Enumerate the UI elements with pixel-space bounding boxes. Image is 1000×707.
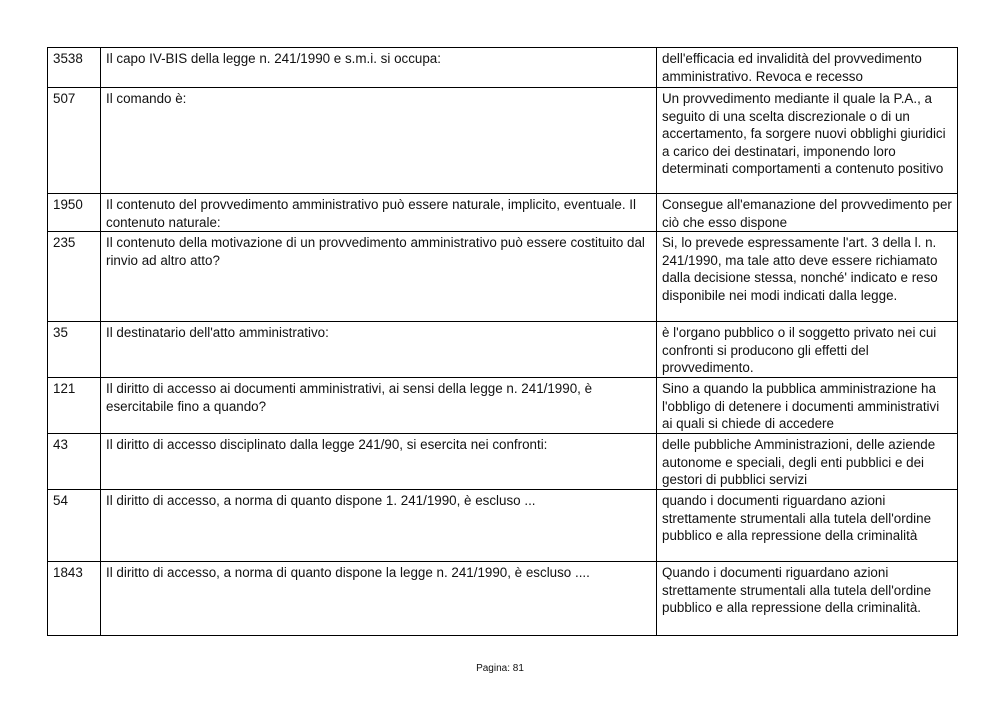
table-row: [48, 194, 958, 232]
question-text: Il diritto di accesso disciplinato dalla legge 241/90, si esercita nei confronti:: [101, 434, 657, 490]
answer-text: delle pubbliche Amministrazioni, delle aziende autonome e speciali, degli enti pubblici e dei gestori di pubblici servizi: [657, 434, 958, 490]
question-id: 35: [48, 322, 101, 378]
answer-text: Un provvedimento mediante il quale la P.A., a seguito di una scelta discrezionale o di un accertamento, fa sorgere nuovi obblighi giuridici a carico dei destinatari, imponendo loro determinati comportamenti a contenuto positivo: [657, 88, 958, 194]
qa-table: [47, 47, 958, 636]
question-id: 43: [48, 434, 101, 490]
question-id: 235: [48, 232, 101, 322]
table-row: [48, 490, 958, 562]
question-id: 3538: [48, 48, 101, 88]
question-text: Il diritto di accesso ai documenti amministrativi, ai sensi della legge n. 241/1990, è esercitabile fino a quando?: [101, 378, 657, 434]
table-row: [48, 322, 958, 378]
question-text: Il capo IV-BIS della legge n. 241/1990 e s.m.i. si occupa:: [101, 48, 657, 88]
question-text: Il diritto di accesso, a norma di quanto dispone 1. 241/1990, è escluso ...: [101, 490, 657, 562]
question-id: 1950: [48, 194, 101, 232]
table-row: [48, 378, 958, 434]
table-row: [48, 48, 958, 88]
question-id: 54: [48, 490, 101, 562]
answer-text: Sino a quando la pubblica amministrazione ha l'obbligo di detenere i documenti amministrativi ai quali si chiede di accedere: [657, 378, 958, 434]
answer-text: Consegue all'emanazione del provvedimento per ciò che esso dispone: [657, 194, 958, 232]
answer-text: Si, lo prevede espressamente l'art. 3 della l. n. 241/1990, ma tale atto deve essere richiamato dalla decisione stessa, nonché' indicato e reso disponibile nei modi indicati dalla legge.: [657, 232, 958, 322]
answer-text: Quando i documenti riguardano azioni strettamente strumentali alla tutela dell'ordine pubblico e alla repressione della criminalità.: [657, 562, 958, 636]
question-id: 507: [48, 88, 101, 194]
question-id: 121: [48, 378, 101, 434]
table-row: [48, 232, 958, 322]
question-id: 1843: [48, 562, 101, 636]
page-number: Pagina: 81: [476, 663, 524, 674]
question-text: Il destinatario dell'atto amministrativo:: [101, 322, 657, 378]
table-row: [48, 88, 958, 194]
question-text: Il contenuto del provvedimento amministrativo può essere naturale, implicito, eventuale. Il contenuto naturale:: [101, 194, 657, 232]
question-text: Il contenuto della motivazione di un provvedimento amministrativo può essere costituito dal rinvio ad altro atto?: [101, 232, 657, 322]
question-text: Il diritto di accesso, a norma di quanto dispone la legge n. 241/1990, è escluso ....: [101, 562, 657, 636]
answer-text: dell'efficacia ed invalidità del provvedimento amministrativo. Revoca e recesso: [657, 48, 958, 88]
table-row: [48, 562, 958, 636]
answer-text: è l'organo pubblico o il soggetto privato nei cui confronti si producono gli effetti del provvedimento.: [657, 322, 958, 378]
answer-text: quando i documenti riguardano azioni strettamente strumentali alla tutela dell'ordine pubblico e alla repressione della criminalità: [657, 490, 958, 562]
question-text: Il comando è:: [101, 88, 657, 194]
table-row: [48, 434, 958, 490]
